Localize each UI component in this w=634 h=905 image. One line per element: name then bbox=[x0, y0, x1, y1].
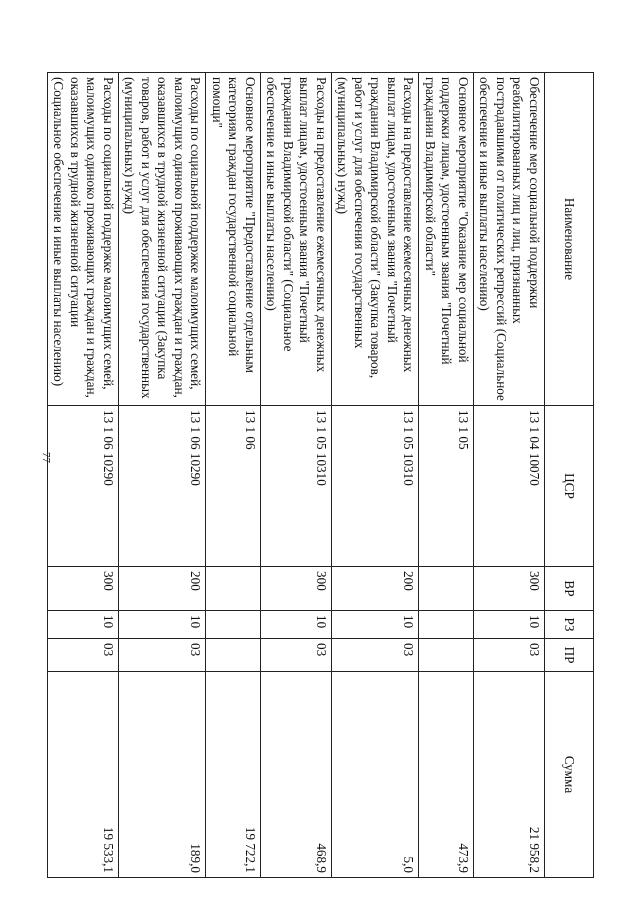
cell-name: Основное мероприятие "Оказание мер социальной поддержки лицам, удостоенным звания "Почетный гражданин Владимирской области" bbox=[419, 73, 474, 406]
cell-sum: 21 958,2 bbox=[474, 672, 545, 878]
cell-rz bbox=[206, 611, 261, 639]
cell-csr: 13 1 05 10310 bbox=[332, 406, 420, 567]
header-sum: Сумма bbox=[545, 672, 594, 878]
page-number: 77 bbox=[40, 452, 52, 463]
cell-sum: 473,9 bbox=[419, 672, 474, 878]
cell-pr: 03 bbox=[119, 639, 207, 672]
table-row bbox=[48, 73, 119, 878]
cell-csr: 13 1 06 10290 bbox=[119, 406, 207, 567]
table-header-row bbox=[545, 73, 594, 878]
cell-csr: 13 1 05 bbox=[419, 406, 474, 567]
cell-sum: 19 722,1 bbox=[206, 672, 261, 878]
cell-sum: 19 533,1 bbox=[48, 672, 119, 878]
cell-csr: 13 1 06 10290 bbox=[48, 406, 119, 567]
table-row bbox=[474, 73, 545, 878]
cell-name: Расходы на предоставление ежемесячных денежных выплат лицам, удостоенным звания "Почетный гражданин Владимирской области" (Социальное обеспечение и иные выплаты населению) bbox=[261, 73, 332, 406]
cell-vr: 300 bbox=[474, 567, 545, 611]
cell-vr: 300 bbox=[48, 567, 119, 611]
cell-name: Расходы по социальной поддержке малоимущих семей, малоимущих одиноко проживающих граждан и граждан, оказавшихся в трудной жизненной ситуации (Социальное обеспечение и иные выплаты населению) bbox=[48, 73, 119, 406]
cell-pr: 03 bbox=[48, 639, 119, 672]
cell-name: Обеспечение мер социальной поддержки реабилитированных лиц и лиц, признанных пострадавшими от политических репрессий (Социальное обеспечение и иные выплаты населению) bbox=[474, 73, 545, 406]
cell-vr: 200 bbox=[332, 567, 420, 611]
cell-vr bbox=[419, 567, 474, 611]
cell-pr bbox=[206, 639, 261, 672]
cell-rz: 10 bbox=[119, 611, 207, 639]
rotated-table-container bbox=[51, 72, 594, 877]
cell-pr: 03 bbox=[332, 639, 420, 672]
table-row bbox=[419, 73, 474, 878]
table-row bbox=[261, 73, 332, 878]
cell-sum: 5,0 bbox=[332, 672, 420, 878]
cell-csr: 13 1 06 bbox=[206, 406, 261, 567]
cell-vr bbox=[206, 567, 261, 611]
cell-pr: 03 bbox=[474, 639, 545, 672]
cell-name: Расходы на предоставление ежемесячных денежных выплат лицам, удостоенным звания "Почетный гражданин Владимирской области" (Закупка товаров, работ и услуг для обеспечения государственных (муниципальных) нужд) bbox=[332, 73, 420, 406]
budget-table bbox=[47, 72, 594, 878]
cell-csr: 13 1 05 10310 bbox=[261, 406, 332, 567]
cell-rz bbox=[419, 611, 474, 639]
cell-sum: 468,9 bbox=[261, 672, 332, 878]
table-row bbox=[332, 73, 420, 878]
cell-name: Расходы по социальной поддержке малоимущих семей, малоимущих одиноко проживающих граждан и граждан, оказавшихся в трудной жизненной ситуации (Закупка товаров, работ и услуг для обеспечения государственных (муниципальных) нужд) bbox=[119, 73, 207, 406]
cell-csr: 13 1 04 10070 bbox=[474, 406, 545, 567]
cell-sum: 189,0 bbox=[119, 672, 207, 878]
header-name: Наименование bbox=[545, 73, 594, 406]
table-row bbox=[119, 73, 207, 878]
cell-rz: 10 bbox=[261, 611, 332, 639]
cell-pr: 03 bbox=[261, 639, 332, 672]
header-pr: ПР bbox=[545, 639, 594, 672]
table-row bbox=[206, 73, 261, 878]
header-rz: РЗ bbox=[545, 611, 594, 639]
cell-vr: 200 bbox=[119, 567, 207, 611]
header-csr: ЦСР bbox=[545, 406, 594, 567]
cell-rz: 10 bbox=[332, 611, 420, 639]
cell-vr: 300 bbox=[261, 567, 332, 611]
cell-rz: 10 bbox=[474, 611, 545, 639]
header-vr: ВР bbox=[545, 567, 594, 611]
cell-rz: 10 bbox=[48, 611, 119, 639]
cell-pr bbox=[419, 639, 474, 672]
cell-name: Основное мероприятие "Предоставление отдельным категориям граждан государственной социальной помощи" bbox=[206, 73, 261, 406]
